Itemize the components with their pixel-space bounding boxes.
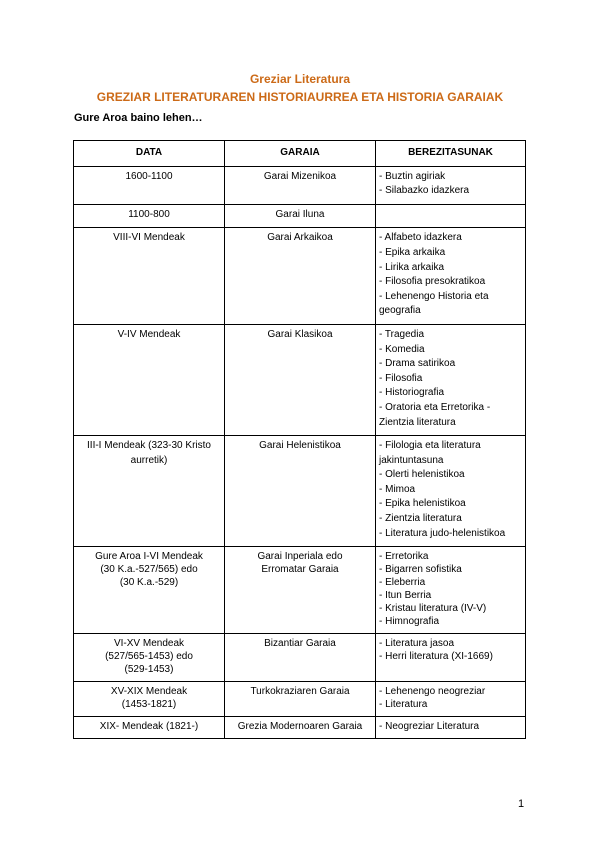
table-header-row <box>74 141 526 167</box>
cell-line: VIII-VI Mendeak <box>113 232 185 244</box>
cell-berezitasunak <box>376 547 526 634</box>
cell-line: Garai Inperiala edo <box>257 551 343 563</box>
cell-line: 1600-1100 <box>125 170 173 182</box>
cell-garaia <box>225 166 376 204</box>
cell-data <box>74 682 225 717</box>
document-title: Greziar Literatura <box>249 72 351 86</box>
feature-item: - Olerti helenistikoa <box>379 469 465 481</box>
feature-item: - Neogreziar Literatura <box>379 721 480 733</box>
page-number: 1 <box>518 798 525 810</box>
cell-line: Garai Arkaikoa <box>267 232 333 244</box>
cell-berezitasunak <box>376 324 526 435</box>
cell-line: VI-XV Mendeak <box>113 638 185 650</box>
cell-line: XIX- Mendeak (1821-) <box>99 721 199 733</box>
feature-item: - Kristau literatura (IV-V) <box>379 603 487 615</box>
table-row <box>74 682 526 717</box>
cell-berezitasunak <box>376 634 526 682</box>
feature-item: - Itun Berria <box>379 590 432 602</box>
cell-berezitasunak <box>376 228 526 325</box>
cell-line: Erromatar Garaia <box>261 564 339 576</box>
header-berezitasunak: BEREZITASUNAK <box>376 141 526 167</box>
feature-item: - Erretorika <box>379 551 429 563</box>
table-row <box>74 166 526 204</box>
feature-item: - Filologia eta literatura jakintuntasuna <box>379 440 481 466</box>
cell-berezitasunak <box>376 436 526 547</box>
cell-line: Garai Iluna <box>275 208 325 220</box>
cell-line: (30 K.a.-527/565) edo <box>100 564 198 576</box>
cell-data <box>74 324 225 435</box>
cell-line: (529-1453) <box>124 664 174 676</box>
cell-line: (30 K.a.-529) <box>119 577 179 589</box>
feature-item: - Alfabeto idazkera <box>379 232 462 244</box>
header-garaia: GARAIA <box>225 141 376 167</box>
cell-garaia <box>225 324 376 435</box>
cell-data <box>74 436 225 547</box>
table-row <box>74 324 526 435</box>
feature-item: - Filosofia presokratikoa <box>379 276 486 288</box>
feature-item: - Eleberria <box>379 577 426 589</box>
feature-item: - Literatura <box>379 699 428 711</box>
cell-berezitasunak <box>376 717 526 739</box>
cell-line: 1100-800 <box>128 208 170 220</box>
periods-table <box>73 140 526 739</box>
cell-line: Turkokraziaren Garaia <box>250 686 350 698</box>
feature-item: - Buztin agiriak <box>379 170 446 182</box>
cell-line: III-I Mendeak (323-30 Kristo aurretik) <box>87 440 211 466</box>
cell-garaia <box>225 436 376 547</box>
cell-garaia <box>225 547 376 634</box>
cell-garaia <box>225 717 376 739</box>
cell-line: Garai Helenistikoa <box>259 440 341 452</box>
table-row <box>74 436 526 547</box>
cell-data <box>74 228 225 325</box>
feature-item: - Literatura judo-helenistikoa <box>379 527 506 539</box>
cell-garaia <box>225 228 376 325</box>
document-subtitle: GREZIAR LITERATURAREN HISTORIAURREA ETA HISTORIA GARAIAK <box>96 90 504 104</box>
cell-garaia <box>225 204 376 228</box>
cell-berezitasunak <box>376 166 526 204</box>
feature-item: - Lirika arkaika <box>379 261 445 273</box>
cell-data <box>74 166 225 204</box>
cell-data <box>74 717 225 739</box>
table-row <box>74 634 526 682</box>
cell-line: Garai Klasikoa <box>267 328 333 340</box>
table-row <box>74 717 526 739</box>
cell-data <box>74 634 225 682</box>
feature-item: - Drama satirikoa <box>379 358 456 370</box>
feature-item: - Lehenengo Historia eta geografia <box>379 290 489 317</box>
feature-item: - Literatura jasoa <box>379 638 455 650</box>
feature-item: - Historiografia <box>379 387 445 399</box>
cell-berezitasunak <box>376 682 526 717</box>
cell-garaia <box>225 682 376 717</box>
cell-garaia <box>225 634 376 682</box>
header-data: DATA <box>74 141 225 167</box>
feature-item: - Filosofia <box>379 372 423 384</box>
table-row <box>74 547 526 634</box>
cell-line: (527/565-1453) edo <box>105 651 193 663</box>
feature-item: - Mimoa <box>379 483 416 495</box>
feature-item: - Oratoria eta Erretorika - Zientzia literatura <box>379 401 491 428</box>
feature-item: - Herri literatura (XI-1669) <box>379 651 493 663</box>
cell-line: (1453-1821) <box>121 699 177 711</box>
cell-line: Bizantiar Garaia <box>264 638 336 650</box>
feature-item: - Epika helenistikoa <box>379 498 466 510</box>
table-row <box>74 228 526 325</box>
cell-line: Gure Aroa I-VI Mendeak <box>95 551 203 563</box>
feature-item: - Zientzia literatura <box>379 513 462 525</box>
feature-item: - Epika arkaika <box>379 246 446 258</box>
feature-item: - Bigarren sofistika <box>379 564 462 576</box>
feature-item: - Silabazko idazkera <box>379 185 470 197</box>
feature-item: - Lehenengo neogreziar <box>379 686 486 698</box>
cell-line: V-IV Mendeak <box>117 328 181 340</box>
cell-data <box>74 547 225 634</box>
section-label: Gure Aroa baino lehen… <box>74 112 203 124</box>
feature-item: - Tragedia <box>379 328 425 340</box>
table-row <box>74 204 526 228</box>
cell-data <box>74 204 225 228</box>
cell-line: XV-XIX Mendeak <box>110 686 188 698</box>
feature-item: - Komedia <box>379 343 425 355</box>
cell-line: Garai Mizenikoa <box>263 170 337 182</box>
cell-berezitasunak <box>376 204 526 228</box>
cell-line: Grezia Modernoaren Garaia <box>237 721 363 733</box>
feature-item: - Himnografia <box>379 616 440 628</box>
